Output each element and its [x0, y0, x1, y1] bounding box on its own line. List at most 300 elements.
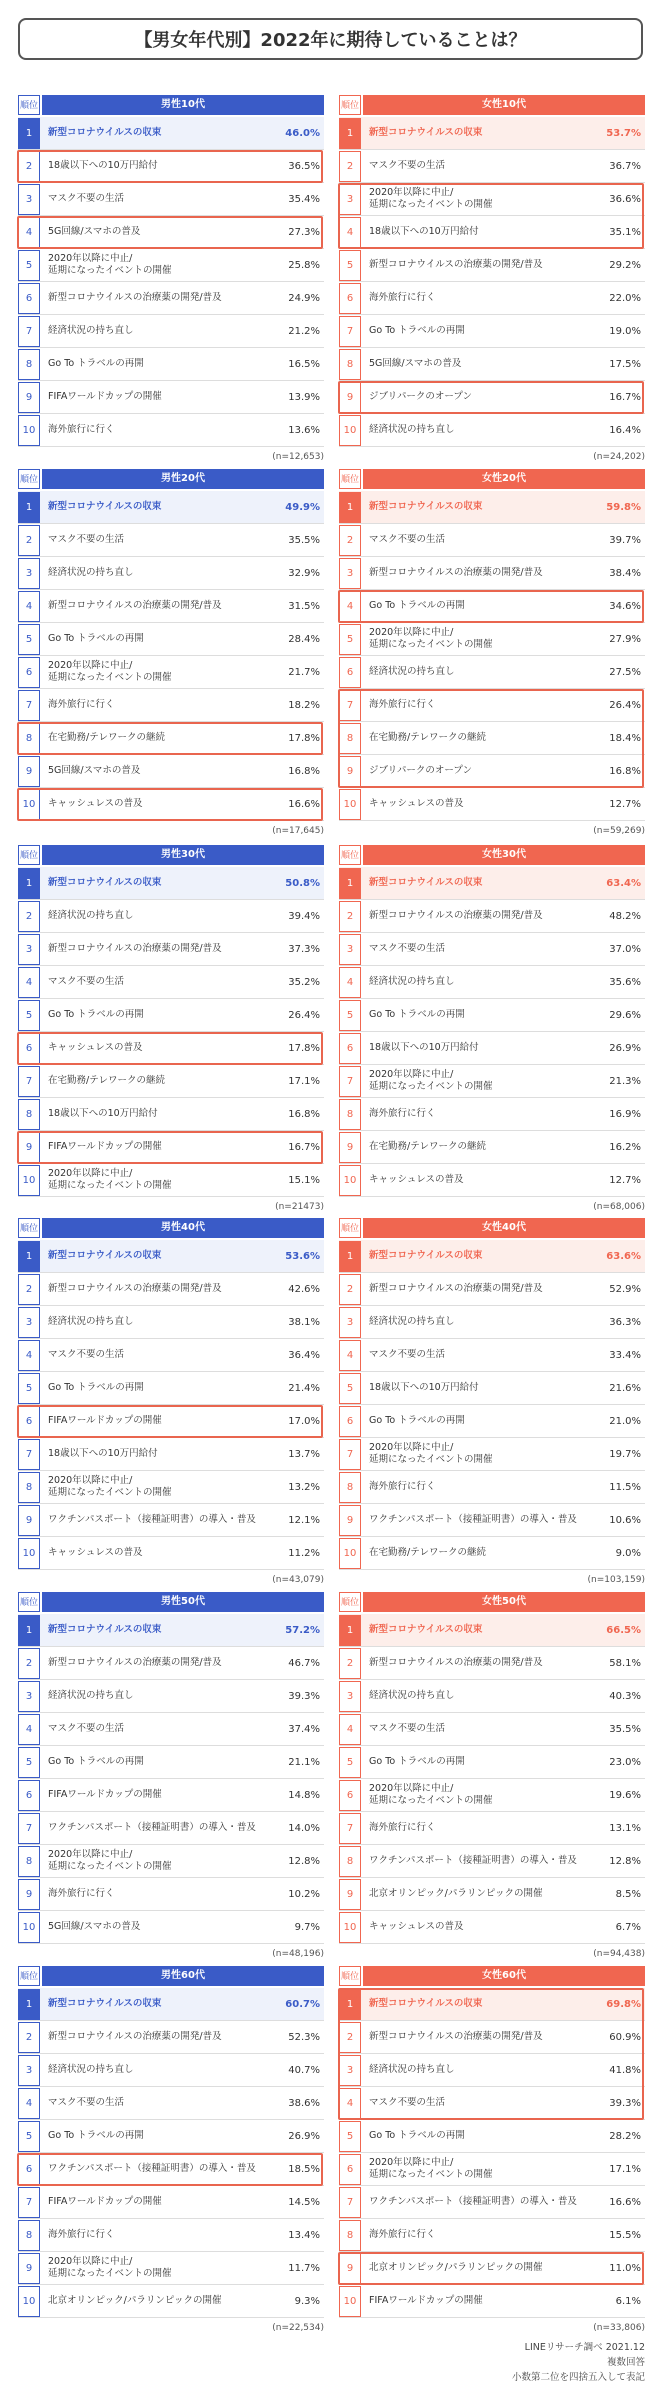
ranking-row: [18, 414, 324, 447]
rank-number: 5: [18, 1000, 40, 1031]
item-label: 海外旅行に行く: [369, 1481, 436, 1492]
rank-number: 2: [18, 1274, 40, 1305]
item-percent: 18.4%: [609, 732, 641, 744]
item-percent: 40.7%: [288, 2064, 320, 2076]
rank-number: 4: [339, 967, 361, 998]
rank-number: 2: [18, 1648, 40, 1679]
ranking-row: [18, 900, 324, 933]
ranking-row: [18, 1164, 324, 1197]
ranking-row: [339, 1032, 645, 1065]
ranking-row: [339, 2120, 645, 2153]
rank-column-label: 順位: [18, 469, 40, 489]
ranking-row: [339, 2021, 645, 2054]
item-percent: 36.4%: [288, 1349, 320, 1361]
ranking-header: [18, 1592, 324, 1612]
rank-number: 4: [339, 591, 361, 622]
ranking-row: [339, 1098, 645, 1131]
item-percent: 35.6%: [609, 976, 641, 988]
rank-number: 4: [18, 2088, 40, 2119]
rank-number: 6: [339, 1406, 361, 1437]
rank-number: 8: [339, 2220, 361, 2251]
ranking-row: [18, 249, 324, 282]
item-percent: 15.5%: [609, 2229, 641, 2241]
rank-column-label: 順位: [339, 1966, 361, 1986]
ranking-row: [18, 1614, 324, 1647]
ranking-row: [339, 2153, 645, 2186]
rank-number: 6: [18, 283, 40, 314]
item-percent: 19.0%: [609, 325, 641, 337]
item-label: 海外旅行に行く: [48, 1888, 115, 1899]
item-percent: 11.2%: [288, 1547, 320, 1559]
ranking-row: [18, 933, 324, 966]
item-label: 在宅勤務/テレワークの継続: [369, 1547, 487, 1558]
rank-number: 3: [18, 1307, 40, 1338]
footer-note-rounding: 小数第二位を四捨五入して表記: [511, 2372, 645, 2383]
item-label: 2020年以降に中止/ 延期になったイベントの開催: [369, 1783, 493, 1806]
rank-number: 2: [18, 525, 40, 556]
item-percent: 29.6%: [609, 1009, 641, 1021]
ranking-row: [18, 1680, 324, 1713]
rank-number: 7: [18, 690, 40, 721]
item-percent: 10.2%: [288, 1888, 320, 1900]
item-label: 2020年以降に中止/ 延期になったイベントの開催: [369, 1442, 493, 1465]
item-label: 経済状況の持ち直し: [369, 424, 455, 435]
item-percent: 14.5%: [288, 2196, 320, 2208]
ranking-row: [339, 557, 645, 590]
rank-number: 2: [339, 2022, 361, 2053]
item-percent: 14.0%: [288, 1822, 320, 1834]
item-label: Go To トラベルの再開: [48, 358, 144, 369]
rank-column-label: 順位: [339, 845, 361, 865]
item-percent: 26.4%: [609, 699, 641, 711]
ranking-row: [339, 1812, 645, 1845]
rank-number: 8: [339, 723, 361, 754]
item-percent: 11.5%: [609, 1481, 641, 1493]
ranking-row: [18, 1131, 324, 1164]
ranking-section: [18, 469, 645, 841]
rank-number: 2: [339, 1648, 361, 1679]
item-percent: 59.8%: [606, 501, 641, 513]
ranking-row: [339, 1988, 645, 2021]
sample-size: (n=103,159): [587, 1575, 645, 1585]
rank-number: 5: [339, 250, 361, 281]
rank-number: 1: [18, 1989, 40, 2020]
ranking-row: [339, 1713, 645, 1746]
item-label: 18歳以下への10万円給付: [48, 1448, 158, 1459]
item-label: ワクチンパスポート（接種証明書）の導入・普及: [48, 2163, 256, 2174]
ranking-section: [18, 845, 645, 1217]
rank-number: 4: [18, 217, 40, 248]
item-percent: 33.4%: [609, 1349, 641, 1361]
item-percent: 40.3%: [609, 1690, 641, 1702]
item-percent: 13.7%: [288, 1448, 320, 1460]
ranking-row: [339, 1614, 645, 1647]
rank-number: 2: [339, 525, 361, 556]
group-label: 男性40代: [42, 1218, 324, 1238]
ranking-row: [18, 1878, 324, 1911]
rank-number: 3: [339, 1307, 361, 1338]
item-label: 新型コロナウイルスの収束: [48, 1624, 162, 1635]
ranking-section: [18, 1966, 645, 2338]
item-label: マスク不要の生活: [369, 534, 446, 545]
group-label: 女性40代: [363, 1218, 645, 1238]
ranking-row: [339, 788, 645, 821]
ranking-row: [339, 933, 645, 966]
item-percent: 19.7%: [609, 1448, 641, 1460]
ranking-section: [18, 1218, 645, 1590]
rank-number: 9: [18, 2253, 40, 2284]
item-percent: 24.9%: [288, 292, 320, 304]
item-percent: 38.4%: [609, 567, 641, 579]
item-percent: 27.5%: [609, 666, 641, 678]
item-percent: 16.4%: [609, 424, 641, 436]
rank-number: 10: [339, 1165, 361, 1196]
item-percent: 36.7%: [609, 160, 641, 172]
rank-number: 3: [339, 2055, 361, 2086]
ranking-row: [18, 1988, 324, 2021]
group-label: 男性50代: [42, 1592, 324, 1612]
rank-number: 3: [18, 1681, 40, 1712]
item-percent: 21.1%: [288, 1756, 320, 1768]
item-label: 2020年以降に中止/ 延期になったイベントの開催: [48, 1168, 172, 1191]
item-label: 新型コロナウイルスの収束: [48, 127, 162, 138]
item-label: マスク不要の生活: [48, 1723, 125, 1734]
item-percent: 35.2%: [288, 976, 320, 988]
rank-number: 10: [339, 789, 361, 820]
group-label: 女性60代: [363, 1966, 645, 1986]
ranking-row: [18, 2021, 324, 2054]
rank-number: 10: [18, 415, 40, 446]
item-label: 18歳以下への10万円給付: [369, 1042, 479, 1053]
item-percent: 28.2%: [609, 2130, 641, 2142]
item-percent: 12.8%: [609, 1855, 641, 1867]
item-label: Go To トラベルの再開: [48, 2130, 144, 2141]
ranking-row: [339, 1372, 645, 1405]
rank-number: 1: [18, 1615, 40, 1646]
ranking-row: [339, 1471, 645, 1504]
item-label: 新型コロナウイルスの治療薬の開発/普及: [369, 910, 543, 921]
rank-number: 5: [339, 1747, 361, 1778]
item-percent: 26.9%: [609, 1042, 641, 1054]
rank-number: 7: [18, 1066, 40, 1097]
item-percent: 37.3%: [288, 943, 320, 955]
ranking-row: [18, 1746, 324, 1779]
ranking-row: [18, 1537, 324, 1570]
group-label: 女性30代: [363, 845, 645, 865]
item-label: 新型コロナウイルスの収束: [48, 877, 162, 888]
rank-number: 10: [339, 1912, 361, 1943]
item-percent: 35.5%: [288, 534, 320, 546]
item-percent: 8.5%: [615, 1888, 641, 1900]
ranking-row: [18, 1065, 324, 1098]
ranking-row: [339, 2054, 645, 2087]
item-label: 在宅勤務/テレワークの継続: [48, 1075, 166, 1086]
item-label: 海外旅行に行く: [48, 699, 115, 710]
sample-size: (n=24,202): [593, 452, 645, 462]
item-label: 新型コロナウイルスの治療薬の開発/普及: [369, 1657, 543, 1668]
ranking-row: [18, 590, 324, 623]
rank-number: 7: [18, 316, 40, 347]
rank-number: 9: [339, 1132, 361, 1163]
item-label: Go To トラベルの再開: [369, 325, 465, 336]
item-percent: 49.9%: [285, 501, 320, 513]
rank-column-label: 順位: [339, 1218, 361, 1238]
item-label: 海外旅行に行く: [369, 699, 436, 710]
item-percent: 15.1%: [288, 1174, 320, 1186]
item-percent: 39.3%: [288, 1690, 320, 1702]
rank-number: 9: [339, 756, 361, 787]
item-label: 新型コロナウイルスの収束: [369, 127, 483, 138]
item-percent: 36.3%: [609, 1316, 641, 1328]
rank-number: 3: [18, 184, 40, 215]
item-percent: 63.6%: [606, 1250, 641, 1262]
item-label: マスク不要の生活: [48, 534, 125, 545]
rank-number: 1: [339, 118, 361, 149]
ranking-row: [18, 1845, 324, 1878]
item-label: 経済状況の持ち直し: [48, 910, 134, 921]
item-label: 在宅勤務/テレワークの継続: [369, 1141, 487, 1152]
rank-number: 1: [18, 492, 40, 523]
ranking-row: [18, 755, 324, 788]
item-percent: 13.2%: [288, 1481, 320, 1493]
rank-number: 1: [18, 118, 40, 149]
rank-number: 8: [18, 1099, 40, 1130]
rank-number: 6: [339, 657, 361, 688]
item-label: 新型コロナウイルスの治療薬の開発/普及: [48, 943, 222, 954]
ranking-row: [339, 1647, 645, 1680]
ranking-row: [18, 1240, 324, 1273]
ranking-header: [18, 95, 324, 115]
footer-note-multiple: 複数回答: [606, 2357, 645, 2368]
ranking-row: [339, 1911, 645, 1944]
ranking-row: [339, 1438, 645, 1471]
item-label: 18歳以下への10万円給付: [369, 1382, 479, 1393]
item-label: 経済状況の持ち直し: [48, 1690, 134, 1701]
item-label: 18歳以下への10万円給付: [48, 160, 158, 171]
item-percent: 37.0%: [609, 943, 641, 955]
ranking-row: [18, 2153, 324, 2186]
item-percent: 21.2%: [288, 325, 320, 337]
rank-number: 2: [18, 151, 40, 182]
item-percent: 22.0%: [609, 292, 641, 304]
item-label: マスク不要の生活: [48, 1349, 125, 1360]
item-label: 新型コロナウイルスの収束: [369, 1998, 483, 2009]
ranking-row: [339, 315, 645, 348]
item-percent: 38.1%: [288, 1316, 320, 1328]
footer-source: LINEリサーチ調べ 2021.12: [524, 2342, 645, 2353]
ranking-row: [18, 2186, 324, 2219]
rank-number: 4: [339, 1340, 361, 1371]
rank-number: 3: [18, 2055, 40, 2086]
ranking-row: [339, 656, 645, 689]
ranking-row: [18, 1306, 324, 1339]
item-percent: 16.9%: [609, 1108, 641, 1120]
item-percent: 36.5%: [288, 160, 320, 172]
ranking-row: [339, 1164, 645, 1197]
rank-number: 1: [339, 868, 361, 899]
item-percent: 48.2%: [609, 910, 641, 922]
ranking-section: [18, 1592, 645, 1964]
item-percent: 13.4%: [288, 2229, 320, 2241]
sample-size: (n=21473): [275, 1202, 324, 1212]
rank-column-label: 順位: [18, 845, 40, 865]
item-label: ワクチンパスポート（接種証明書）の導入・普及: [369, 2196, 577, 2207]
rank-number: 4: [339, 1714, 361, 1745]
rank-number: 9: [18, 1132, 40, 1163]
item-percent: 17.0%: [288, 1415, 320, 1427]
item-label: マスク不要の生活: [369, 1723, 446, 1734]
ranking-row: [339, 491, 645, 524]
ranking-row: [339, 1878, 645, 1911]
rank-number: 2: [339, 151, 361, 182]
ranking-row: [339, 2252, 645, 2285]
item-percent: 57.2%: [285, 1624, 320, 1636]
rank-number: 6: [18, 657, 40, 688]
ranking-row: [18, 117, 324, 150]
rank-column-label: 順位: [339, 1592, 361, 1612]
ranking-row: [339, 1680, 645, 1713]
rank-column-label: 順位: [339, 95, 361, 115]
rank-number: 6: [339, 283, 361, 314]
ranking-header: [339, 95, 645, 115]
item-label: マスク不要の生活: [369, 943, 446, 954]
item-percent: 41.8%: [609, 2064, 641, 2076]
item-percent: 52.3%: [288, 2031, 320, 2043]
item-label: FIFAワールドカップの開催: [48, 2196, 162, 2207]
rank-number: 6: [18, 1033, 40, 1064]
item-percent: 35.1%: [609, 226, 641, 238]
rank-number: 8: [339, 1472, 361, 1503]
item-percent: 37.4%: [288, 1723, 320, 1735]
rank-number: 5: [18, 1373, 40, 1404]
ranking-row: [339, 249, 645, 282]
item-percent: 17.5%: [609, 358, 641, 370]
rank-number: 1: [339, 492, 361, 523]
ranking-header: [18, 845, 324, 865]
rank-number: 2: [18, 901, 40, 932]
item-label: 新型コロナウイルスの治療薬の開発/普及: [48, 1283, 222, 1294]
rank-number: 3: [339, 184, 361, 215]
item-percent: 21.7%: [288, 666, 320, 678]
item-label: FIFAワールドカップの開催: [369, 2295, 483, 2306]
ranking-row: [18, 1647, 324, 1680]
rank-number: 1: [339, 1989, 361, 2020]
ranking-header: [339, 1218, 645, 1238]
rank-number: 5: [339, 1373, 361, 1404]
rank-number: 3: [18, 934, 40, 965]
item-label: Go To トラベルの再開: [369, 1009, 465, 1020]
rank-number: 10: [339, 1538, 361, 1569]
item-percent: 9.0%: [615, 1547, 641, 1559]
ranking-row: [18, 381, 324, 414]
item-percent: 32.9%: [288, 567, 320, 579]
ranking-row: [339, 1405, 645, 1438]
item-label: 海外旅行に行く: [48, 2229, 115, 2240]
rank-number: 4: [339, 217, 361, 248]
ranking-row: [18, 722, 324, 755]
ranking-row: [18, 788, 324, 821]
ranking-row: [339, 1065, 645, 1098]
item-label: 2020年以降に中止/ 延期になったイベントの開催: [369, 187, 493, 210]
rank-column-label: 順位: [18, 1592, 40, 1612]
rank-number: 7: [18, 1439, 40, 1470]
item-label: Go To トラベルの再開: [48, 1009, 144, 1020]
item-label: キャッシュレスの普及: [369, 1921, 464, 1932]
item-label: 5G回線/スマホの普及: [48, 765, 141, 776]
item-label: 経済状況の持ち直し: [369, 1316, 455, 1327]
ranking-row: [18, 2285, 324, 2318]
item-percent: 53.6%: [285, 1250, 320, 1262]
item-label: Go To トラベルの再開: [369, 1415, 465, 1426]
item-label: マスク不要の生活: [369, 1349, 446, 1360]
item-label: 海外旅行に行く: [369, 1108, 436, 1119]
ranking-row: [339, 150, 645, 183]
item-label: 新型コロナウイルスの治療薬の開発/普及: [369, 1283, 543, 1294]
ranking-row: [339, 1306, 645, 1339]
item-percent: 16.8%: [609, 765, 641, 777]
rank-column-label: 順位: [339, 469, 361, 489]
ranking-row: [18, 524, 324, 557]
rank-number: 6: [18, 1780, 40, 1811]
rank-column-label: 順位: [18, 1966, 40, 1986]
item-percent: 12.7%: [609, 798, 641, 810]
rank-number: 5: [18, 624, 40, 655]
ranking-row: [18, 1098, 324, 1131]
item-percent: 60.7%: [285, 1998, 320, 2010]
item-label: Go To トラベルの再開: [369, 600, 465, 611]
ranking-row: [18, 216, 324, 249]
item-label: ジブリパークのオープン: [369, 391, 472, 402]
rank-number: 10: [18, 1538, 40, 1569]
ranking-row: [339, 755, 645, 788]
item-percent: 14.8%: [288, 1789, 320, 1801]
rank-number: 9: [18, 382, 40, 413]
item-percent: 12.1%: [288, 1514, 320, 1526]
ranking-row: [339, 1537, 645, 1570]
ranking-row: [18, 1779, 324, 1812]
item-percent: 16.7%: [288, 1141, 320, 1153]
ranking-row: [339, 1273, 645, 1306]
item-label: 経済状況の持ち直し: [48, 1316, 134, 1327]
item-label: ワクチンパスポート（接種証明書）の導入・普及: [369, 1855, 577, 1866]
rank-column-label: 順位: [18, 95, 40, 115]
rank-number: 3: [339, 1681, 361, 1712]
item-label: 新型コロナウイルスの収束: [48, 501, 162, 512]
sample-size: (n=12,653): [272, 452, 324, 462]
sample-size: (n=17,645): [272, 826, 324, 836]
ranking-row: [339, 2219, 645, 2252]
item-label: 2020年以降に中止/ 延期になったイベントの開催: [48, 1849, 172, 1872]
ranking-row: [18, 966, 324, 999]
ranking-row: [18, 1471, 324, 1504]
ranking-row: [18, 1812, 324, 1845]
item-percent: 63.4%: [606, 877, 641, 889]
rank-number: 7: [339, 2187, 361, 2218]
rank-number: 6: [339, 1780, 361, 1811]
rank-number: 4: [18, 1714, 40, 1745]
item-label: ジブリパークのオープン: [369, 765, 472, 776]
item-label: 北京オリンピック/パラリンピックの開催: [369, 2262, 543, 2273]
item-label: ワクチンパスポート（接種証明書）の導入・普及: [369, 1514, 577, 1525]
rank-number: 6: [18, 2154, 40, 2185]
footer: [512, 2340, 645, 2385]
ranking-row: [18, 999, 324, 1032]
item-label: マスク不要の生活: [48, 2097, 125, 2108]
item-label: 海外旅行に行く: [369, 292, 436, 303]
rank-number: 6: [339, 1033, 361, 1064]
item-label: Go To トラベルの再開: [48, 1382, 144, 1393]
item-label: 新型コロナウイルスの収束: [369, 877, 483, 888]
